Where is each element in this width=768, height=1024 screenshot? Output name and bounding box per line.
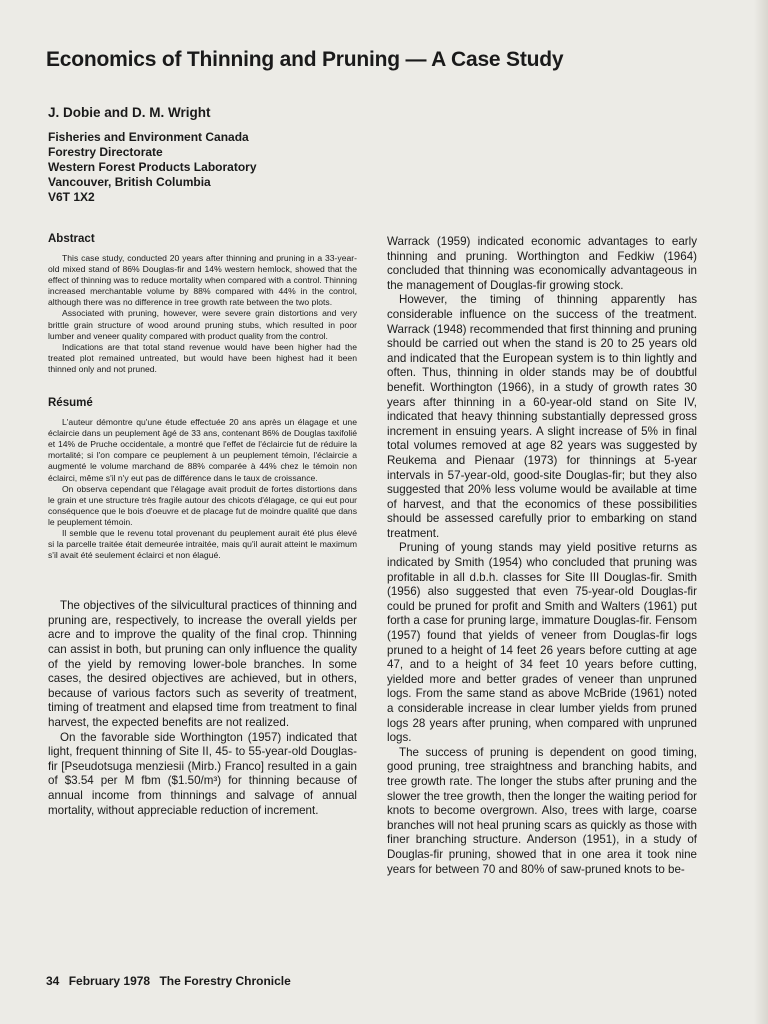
affiliation-line: Fisheries and Environment Canada <box>48 130 249 144</box>
resume-paragraph: L'auteur démontre qu'une étude effectuée 20 ans après un élagage et une éclaircie dans un peuplement âgé de 33 ans, contenant 86% de Douglas taxifolié et 14% de Pruche occidentale, a montré que l'effet de l'éclaircie fut de réduire la mortalité; si l'on compare ce peuplement à un peuplement témoin, l'éclaircie a augmenté le volume marchand de 88% comparée à 44% chez le témoin non éclairci, même s'il n'y eut pas de différence dans le taux de croissance. <box>48 417 357 483</box>
resume-paragraph: Il semble que le revenu total provenant du peuplement aurait été plus élevé si la parcelle traitée était demeurée intraitée, mais qu'il aurait atteint le maximum s'il avait été seulement éclairci et non élagué. <box>48 527 357 561</box>
body-paragraph: The objectives of the silvicultural practices of thinning and pruning are, respectively, to increase the overall yields per acre and to improve the quality of the final crop. Thinning can assist in both, but pruning can only influence the quality of the yield by removing lower-bole branches. In some cases, the desired objectives are achieved, but in others, because of various factors such as severity of treatment, timing of treatment and elapsed time from treatment to final harvest, the expected benefits are not realized. <box>48 599 357 729</box>
abstract-section <box>48 233 357 375</box>
affiliation-line: Western Forest Products Laboratory <box>48 160 257 174</box>
abstract-paragraph: This case study, conducted 20 years after thinning and pruning in a 33-year-old mixed stand of 86% Douglas-fir and 14% western hemlock, showed that the effect of thinning was to reduce mortality when compared with a control. Thinning increased merchantable volume by 88% compared with 44% in the control, although there was no difference in tree growth rate between the two plots. <box>48 253 357 308</box>
resume-heading: Résumé <box>48 397 93 410</box>
issue-date: February 1978 <box>68 974 151 988</box>
left-column <box>48 233 357 818</box>
page-number: 34 <box>46 974 60 988</box>
body-paragraph: Warrack (1959) indicated economic advantages to early thinning and pruning. Worthington and Fedkiw (1964) concluded that thinning was economically advantageous in the management of Douglas-fir growing stock. <box>387 235 697 292</box>
affiliation-line: V6T 1X2 <box>48 190 95 204</box>
author-affiliation <box>48 130 368 205</box>
article-title: Economics of Thinning and Pruning — A Case Study <box>46 48 564 71</box>
page-edge-shadow <box>754 0 768 1024</box>
abstract-heading: Abstract <box>48 233 95 245</box>
resume-section <box>48 397 357 561</box>
abstract-paragraph: Associated with pruning, however, were severe grain distortions and very brittle grain structure of wood around pruning stubs, which resulted in poor lumber and veneer quality compared with product quality from the control. <box>48 308 357 341</box>
body-paragraph: However, the timing of thinning apparently has considerable influence on the success of the treatment. Warrack (1948) recommended that first thinning and pruning should be carried out when the stand is 20 to 25 years old and indicated that the European system is to thin lightly and often. Thus, thinning in older stands may be of doubtful benefit. Worthington (1966), in a study of growth rates 30 years after thinning in a 60-year-old stand on Site IV, indicated that heavy thinning substantially depressed gross increment in ensuing years. A slight increase of 5% in final total volumes removed at age 82 years was suggested by Reukema and Pienaar (1973) for thinnings at 5-year intervals in 57-year-old, good-site Douglas-fir; but they also suggested that 20% less volume would be available at time of harvest, and that the economics of these possibilities should be assessed carefully prior to embarking on stand treatment. <box>387 293 697 540</box>
body-paragraph: Pruning of young stands may yield positive returns as indicated by Smith (1954) who concluded that pruning was profitable in all d.b.h. classes for Site III Douglas-fir. Smith (1956) also suggested that even 75-year-old Douglas-fir could be pruned for profit and Smith and Walters (1961) put forth a case for pruning large, immature Douglas-fir. Fensom (1957) found that yields of veneer from Douglas-fir logs pruned to a height of 14 feet 26 years before cutting at age 47, and to a height of 34 feet 10 years before cutting, yielded more and better grades of veneer than unpruned logs. From the same stand as above McBride (1961) noted a considerable increase in clear lumber yields from pruned logs 28 years after pruning, when compared with unpruned logs. <box>387 541 697 745</box>
right-column <box>387 235 697 877</box>
affiliation-line: Vancouver, British Columbia <box>48 175 211 189</box>
body-paragraph: The success of pruning is dependent on good timing, good pruning, tree straightness and branching habits, and tree growth rate. The longer the stubs after pruning and the slower the tree growth, then the longer the waiting period for knots to become overgrown. Also, trees with large, coarse branches will not heal pruning scars as quickly as those with finer branching structure. Anderson (1951), in a study of Douglas-fir pruning, showed that in one area it took nine years for between 70 and 80% of saw-pruned knots to be- <box>387 745 697 876</box>
journal-name: The Forestry Chronicle <box>159 974 291 988</box>
body-paragraph: On the favorable side Worthington (1957) indicated that light, frequent thinning of Site II, 45- to 55-year-old Douglas-fir [Pseudotsuga menziesii (Mirb.) Franco] resulted in a gain of $3.54 per M fbm ($1.50/m³) for thinning because of annual income from thinnings and salvage of annual mortality, without appreciable reduction of increment. <box>48 730 357 817</box>
article-authors: J. Dobie and D. M. Wright <box>48 105 211 120</box>
resume-paragraph: On observa cependant que l'élagage avait produit de fortes distortions dans le grain et une structure très fragile autour des chicots d'élagage, ce qui eut pour conséquence que le bois d'oeuvre et de placage fut de moindre qualité que dans le peuplement témoin. <box>48 483 357 527</box>
affiliation-line: Forestry Directorate <box>48 145 163 159</box>
spacer <box>48 583 357 599</box>
abstract-paragraph: Indications are that total stand revenue would have been higher had the treated plot remained untreated, but would have been highest had it been thinned only and not pruned. <box>48 341 357 374</box>
page-footer <box>46 974 297 988</box>
